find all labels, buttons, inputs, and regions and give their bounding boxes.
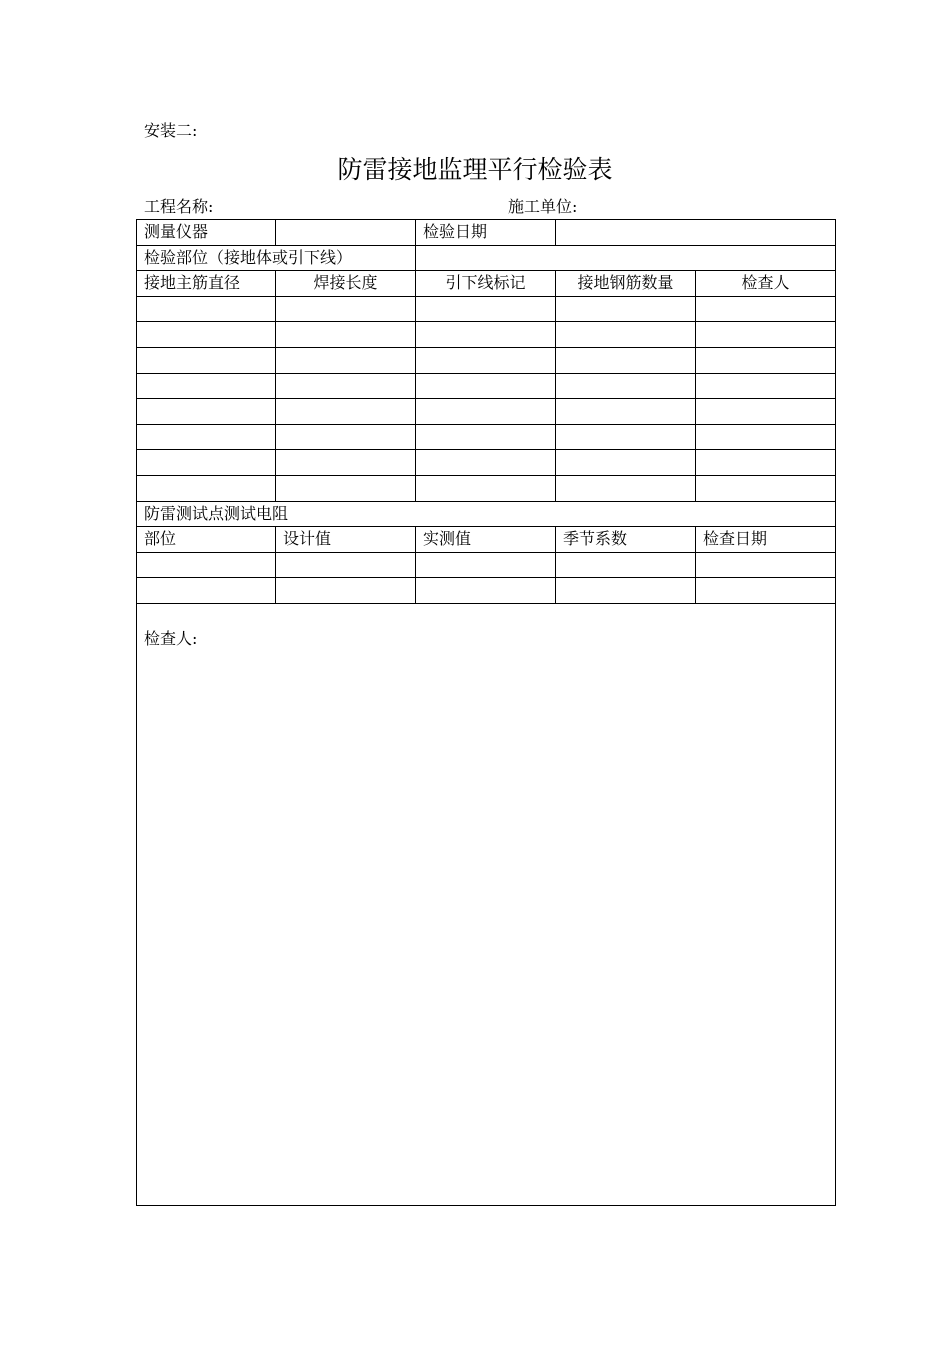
header-measured-value: 实测值 [416,527,556,553]
table-cell[interactable] [137,475,276,501]
table-cell[interactable] [276,399,416,425]
table-cell[interactable] [416,578,556,604]
inspector-sign-label: 检查人: [144,628,198,648]
table-cell[interactable] [696,347,836,373]
project-name-label: 工程名称: [144,197,214,216]
table-cell[interactable] [416,347,556,373]
location-value[interactable] [416,245,836,271]
header-down-conductor-mark: 引下线标记 [416,271,556,297]
header-rebar-count: 接地钢筋数量 [556,271,696,297]
grounding-data-row [137,424,836,450]
table-cell[interactable] [696,373,836,399]
table-cell[interactable] [556,347,696,373]
table-cell[interactable] [276,475,416,501]
table-cell[interactable] [276,424,416,450]
header-main-rebar-diameter: 接地主筋直径 [137,271,276,297]
table-cell[interactable] [276,552,416,578]
table-cell[interactable] [416,296,556,322]
table-cell[interactable] [276,450,416,476]
table-cell[interactable] [556,424,696,450]
header-weld-length: 焊接长度 [276,271,416,297]
table-cell[interactable] [416,399,556,425]
resistance-section-row [137,501,836,527]
instrument-label: 测量仪器 [137,220,276,246]
table-cell[interactable] [696,424,836,450]
table-cell[interactable] [556,322,696,348]
table-cell[interactable] [556,373,696,399]
table-cell[interactable] [276,322,416,348]
resistance-section-label: 防雷测试点测试电阻 [137,501,836,527]
resistance-data-row [137,552,836,578]
table-cell[interactable] [276,373,416,399]
table-cell[interactable] [556,475,696,501]
table-cell[interactable] [696,475,836,501]
header-inspector: 检查人 [696,271,836,297]
table-cell[interactable] [137,296,276,322]
table-cell[interactable] [556,552,696,578]
table-cell[interactable] [556,296,696,322]
table-cell[interactable] [137,424,276,450]
table-cell[interactable] [137,399,276,425]
table-cell[interactable] [556,399,696,425]
grounding-data-row [137,373,836,399]
table-cell[interactable] [416,322,556,348]
table-cell[interactable] [276,578,416,604]
header-season-factor: 季节系数 [556,527,696,553]
notes-row [137,603,836,1205]
header-check-date: 检查日期 [696,527,836,553]
location-label: 检验部位（接地体或引下线） [137,245,416,271]
table-cell[interactable] [696,296,836,322]
instrument-value[interactable] [276,220,416,246]
table-cell[interactable] [137,322,276,348]
grounding-header-row [137,271,836,297]
table-cell[interactable] [137,450,276,476]
inspection-table [136,219,836,1206]
table-cell[interactable] [137,552,276,578]
grounding-data-row [137,347,836,373]
check-date-label: 检验日期 [416,220,556,246]
form-title: 防雷接地监理平行检验表 [337,155,613,184]
construction-unit-label: 施工单位: [508,197,578,216]
table-cell[interactable] [556,578,696,604]
location-row [137,245,836,271]
resistance-data-row [137,578,836,604]
table-cell[interactable] [556,450,696,476]
instrument-row [137,220,836,246]
table-cell[interactable] [137,373,276,399]
table-cell[interactable] [276,347,416,373]
form-prefix: 安装二: [144,121,198,140]
table-cell[interactable] [696,552,836,578]
inspector-sign-area[interactable] [137,603,836,1205]
table-cell[interactable] [696,399,836,425]
table-cell[interactable] [137,578,276,604]
table-cell[interactable] [416,552,556,578]
table-cell[interactable] [696,322,836,348]
table-cell[interactable] [416,424,556,450]
resistance-header-row [137,527,836,553]
table-cell[interactable] [416,373,556,399]
header-location: 部位 [137,527,276,553]
grounding-data-row [137,450,836,476]
table-cell[interactable] [416,475,556,501]
grounding-data-row [137,475,836,501]
table-cell[interactable] [416,450,556,476]
table-cell[interactable] [696,450,836,476]
grounding-data-row [137,322,836,348]
table-cell[interactable] [276,296,416,322]
header-design-value: 设计值 [276,527,416,553]
check-date-value[interactable] [556,220,836,246]
grounding-data-row [137,296,836,322]
table-cell[interactable] [696,578,836,604]
grounding-data-row [137,399,836,425]
table-cell[interactable] [137,347,276,373]
